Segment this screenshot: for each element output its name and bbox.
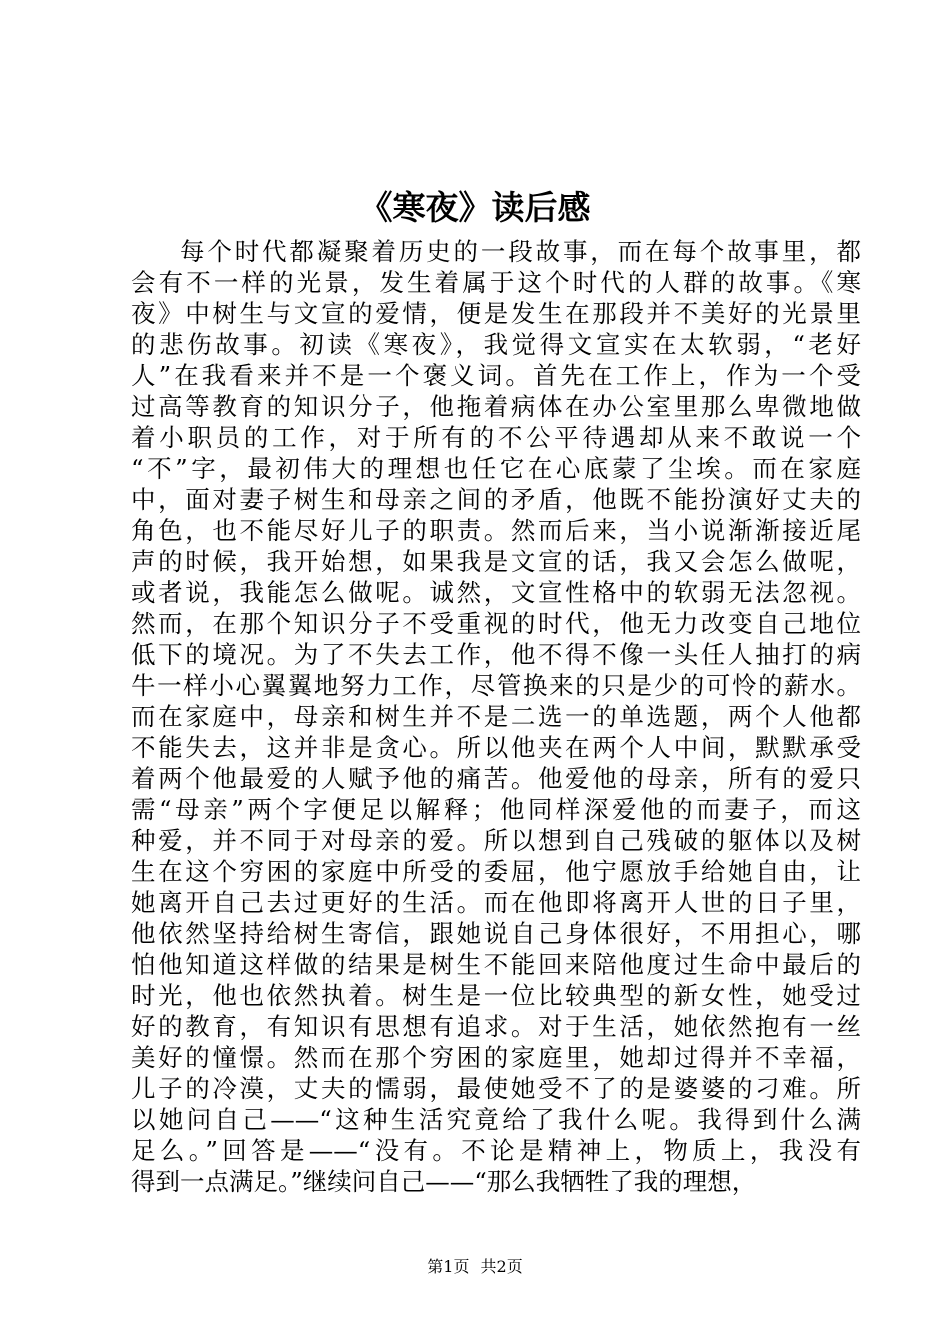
text-line: “不”字，最初伟大的理想也任它在心底蒙了尘埃。而在家庭 [131,454,861,483]
text-line: 他依然坚持给树生寄信，跟她说自己身体很好，不用担心，哪 [131,919,861,948]
page-total: 共2页 [480,1257,523,1276]
text-line: 怕他知道这样做的结果是树生不能回来陪他度过生命中最后的 [131,950,861,979]
text-line: 低下的境况。为了不失去工作，他不得不像一头任人抽打的病 [131,640,861,669]
text-line: 声的时候，我开始想，如果我是文宣的话，我又会怎么做呢， [131,547,861,576]
text-line: 好的教育，有知识有思想有追求。对于生活，她依然抱有一丝 [131,1012,861,1041]
text-line: 不能失去，这并非是贪心。所以他夹在两个人中间，默默承受 [131,733,861,762]
page-number: 第1页 [427,1257,470,1276]
text-line: 种爱，并不同于对母亲的爱。所以想到自己残破的躯体以及树 [131,826,861,855]
text-line: 着小职员的工作，对于所有的不公平待遇却从来不敢说一个 [131,423,861,452]
text-line: 中，面对妻子树生和母亲之间的矛盾，他既不能扮演好丈夫的 [131,485,861,514]
text-line: 每个时代都凝聚着历史的一段故事，而在每个故事里，都 [180,237,861,266]
text-line: 的悲伤故事。初读《寒夜》，我觉得文宣实在太软弱，“老好 [131,330,861,359]
text-line: 以她问自己——“这种生活究竟给了我什么呢。我得到什么满 [131,1105,861,1134]
text-line: 生在这个穷困的家庭中所受的委屈，他宁愿放手给她自由，让 [131,857,861,886]
text-line: 人”在我看来并不是一个褒义词。首先在工作上，作为一个受 [131,361,861,390]
text-line: 而在家庭中，母亲和树生并不是二选一的单选题，两个人他都 [131,702,861,731]
text-line: 过高等教育的知识分子，他拖着病体在办公室里那么卑微地做 [131,392,861,421]
text-line: 需“母亲”两个字便足以解释；他同样深爱他的而妻子，而这 [131,795,861,824]
text-line: 或者说，我能怎么做呢。诚然，文宣性格中的软弱无法忽视。 [131,578,861,607]
text-line: 夜》中树生与文宣的爱情，便是发生在那段并不美好的光景里 [131,299,861,328]
text-line: 会有不一样的光景，发生着属于这个时代的人群的故事。《寒 [131,268,861,297]
text-line: 着两个他最爱的人赋予他的痛苦。他爱他的母亲，所有的爱只 [131,764,861,793]
document-title: 《寒夜》读后感 [359,188,591,227]
text-line: 她离开自己去过更好的生活。而在他即将离开人世的日子里， [131,888,861,917]
text-line: 美好的憧憬。然而在那个穷困的家庭里，她却过得并不幸福， [131,1043,861,1072]
text-line: 牛一样小心翼翼地努力工作，尽管换来的只是少的可怜的薪水。 [131,671,861,700]
page-footer [0,1254,950,1277]
text-line: 然而，在那个知识分子不受重视的时代，他无力改变自己地位 [131,609,861,638]
text-line: 角色，也不能尽好儿子的职责。然而后来，当小说渐渐接近尾 [131,516,861,545]
text-line: 时光，他也依然执着。树生是一位比较典型的新女性，她受过 [131,981,861,1010]
text-line: 足么。”回答是——“没有。不论是精神上，物质上，我没有 [131,1136,861,1165]
text-line: 儿子的冷漠，丈夫的懦弱，最使她受不了的是婆婆的刁难。所 [131,1074,861,1103]
body-paragraph [131,236,861,1197]
text-line: 得到一点满足。”继续问自己——“那么我牺牲了我的理想， [131,1167,757,1196]
